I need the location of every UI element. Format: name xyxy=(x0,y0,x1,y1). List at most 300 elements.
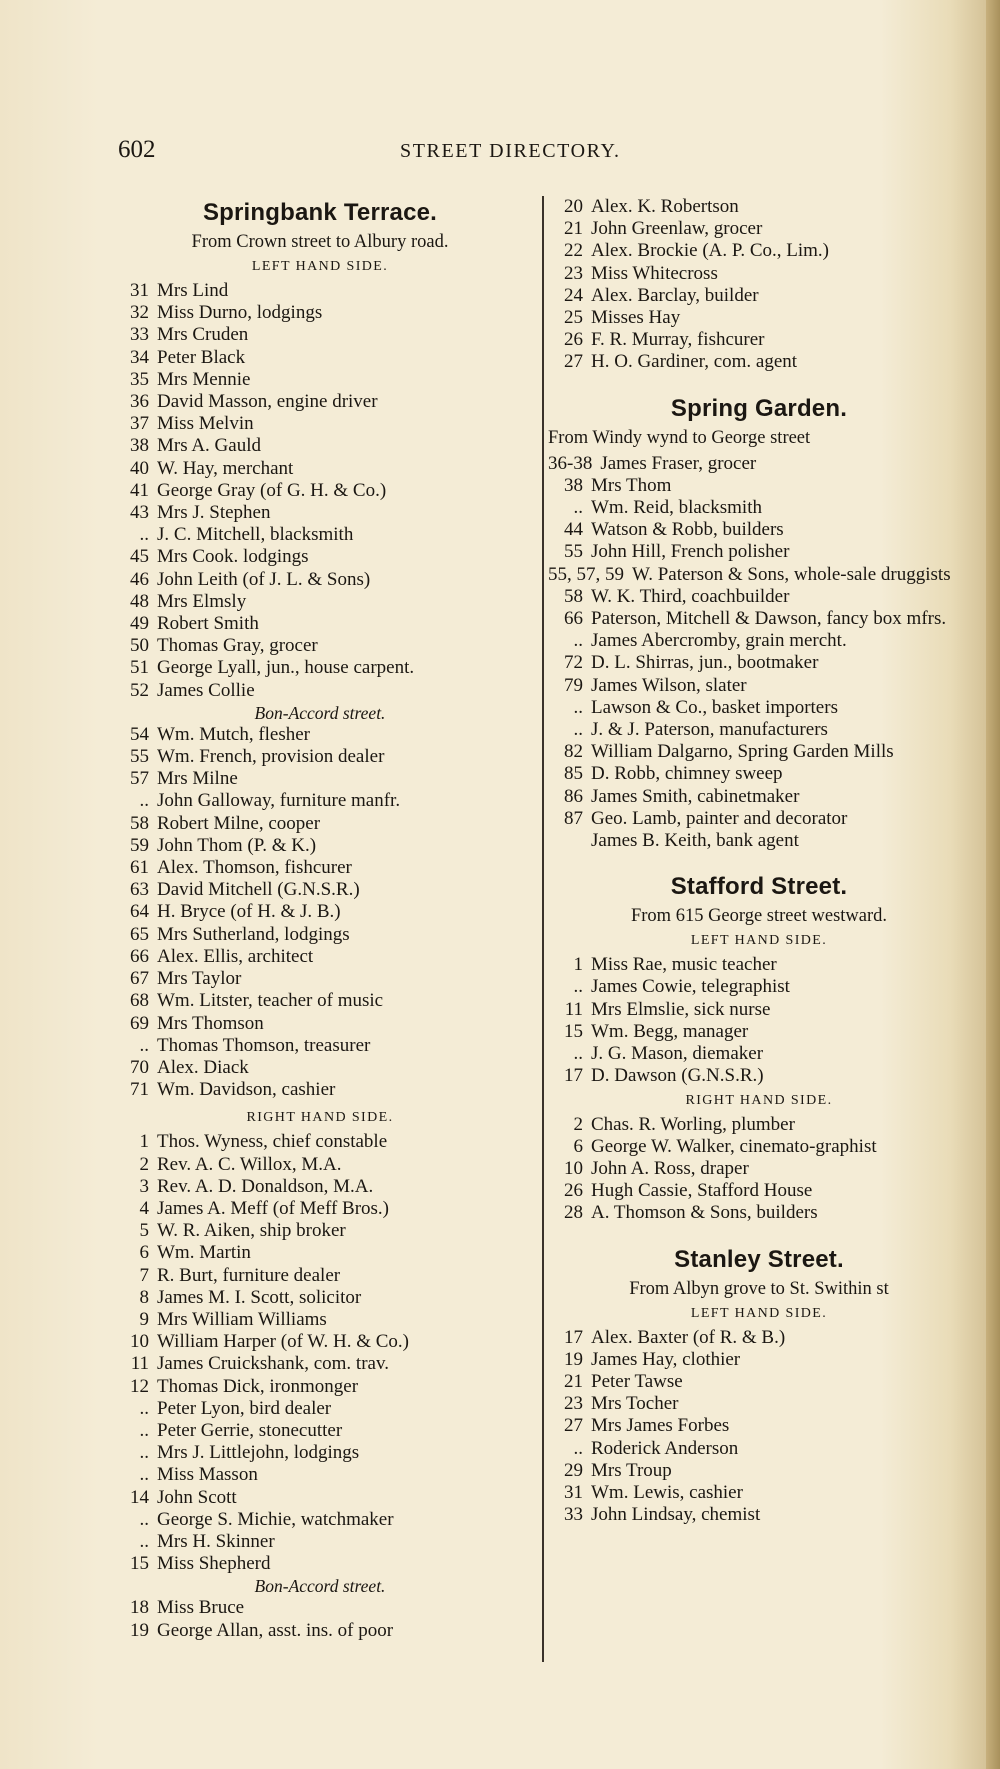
directory-entry xyxy=(114,1198,526,1220)
entry-list xyxy=(114,280,526,702)
house-number: 5 xyxy=(139,1220,149,1242)
running-title: STREET DIRECTORY. xyxy=(400,140,621,162)
directory-entry xyxy=(114,1331,526,1353)
occupant-name: Geo. Lamb, painter and decorator xyxy=(591,807,848,829)
directory-entry xyxy=(114,968,526,990)
directory-entry xyxy=(114,458,526,480)
house-number: 69 xyxy=(130,1012,149,1034)
house-number: 27 xyxy=(564,1415,583,1437)
house-number: 26 xyxy=(564,1180,583,1202)
directory-entry xyxy=(114,879,526,901)
house-number: 54 xyxy=(130,723,149,745)
occupant-name: John Hill, French polisher xyxy=(591,541,790,563)
cross-street: Bon-Accord street. xyxy=(254,702,386,723)
occupant-name: F. R. Murray, fishcurer xyxy=(591,329,765,351)
occupant-name: John Scott xyxy=(157,1486,237,1508)
occupant-name: Mrs Taylor xyxy=(157,968,242,990)
occupant-name: Mrs William Williams xyxy=(157,1308,327,1330)
directory-entry xyxy=(114,857,526,879)
occupant-name: Mrs Lind xyxy=(157,280,229,301)
house-number: .. xyxy=(573,1437,583,1459)
directory-entry xyxy=(114,1013,526,1035)
house-number: 10 xyxy=(130,1331,149,1353)
directory-entry xyxy=(114,1442,526,1464)
house-number: 85 xyxy=(564,763,583,785)
occupant-name: James Abercromby, grain mercht. xyxy=(591,630,847,652)
directory-entry xyxy=(548,1158,970,1180)
house-number: .. xyxy=(139,1508,149,1530)
house-number: .. xyxy=(573,696,583,718)
directory-entry xyxy=(548,1136,970,1158)
house-number: 29 xyxy=(564,1459,583,1481)
street-description: From Crown street to Albury road. xyxy=(191,232,449,252)
directory-entry xyxy=(114,391,526,413)
occupant-name: Mrs Milne xyxy=(157,768,238,790)
occupant-name: Mrs J. Littlejohn, lodgings xyxy=(157,1442,360,1464)
house-number: 31 xyxy=(130,280,149,301)
directory-entry xyxy=(114,324,526,346)
occupant-name: Roderick Anderson xyxy=(591,1437,739,1459)
directory-entry xyxy=(114,1464,526,1486)
house-number: 43 xyxy=(130,502,149,524)
house-number: 67 xyxy=(130,968,149,990)
house-number: .. xyxy=(573,976,583,998)
occupant-name: J. & J. Paterson, manufacturers xyxy=(591,719,828,741)
house-number: 49 xyxy=(130,613,149,635)
side-label: LEFT HAND SIDE. xyxy=(690,1305,828,1321)
occupant-name: George Gray (of G. H. & Co.) xyxy=(157,479,387,501)
house-number: 44 xyxy=(564,519,583,541)
directory-entry xyxy=(114,480,526,502)
page-edge xyxy=(986,0,1000,1769)
house-number: 17 xyxy=(564,1326,583,1348)
house-number: 82 xyxy=(564,741,583,763)
directory-entry xyxy=(548,999,970,1021)
occupant-name: J. G. Mason, diemaker xyxy=(591,1043,764,1065)
occupant-name: H. Bryce (of H. & J. B.) xyxy=(157,901,341,923)
occupant-name: James M. I. Scott, solicitor xyxy=(157,1286,362,1308)
occupant-name: Miss Shepherd xyxy=(157,1553,271,1575)
directory-entry xyxy=(114,569,526,591)
house-number: 31 xyxy=(564,1481,583,1503)
house-number: 11 xyxy=(130,1353,149,1375)
directory-entry xyxy=(114,502,526,524)
side-label: LEFT HAND SIDE. xyxy=(251,259,389,274)
page-header xyxy=(0,136,1000,170)
house-number: 55, 57, 59 xyxy=(548,563,624,585)
house-number: .. xyxy=(139,524,149,546)
street-title-spring-garden: Spring Garden. xyxy=(670,394,848,422)
directory-entry xyxy=(114,1353,526,1375)
house-number: 79 xyxy=(564,674,583,696)
directory-entry xyxy=(114,813,526,835)
house-number: 55 xyxy=(130,746,149,768)
entry-list xyxy=(548,196,970,374)
directory-entry xyxy=(548,954,970,976)
house-number: 46 xyxy=(130,568,149,590)
directory-entry xyxy=(114,413,526,435)
occupant-name: John Thom (P. & K.) xyxy=(157,834,317,856)
house-number: .. xyxy=(573,719,583,741)
house-number: 57 xyxy=(130,768,149,790)
occupant-name: James Smith, cabinetmaker xyxy=(591,785,800,807)
occupant-name: Robert Smith xyxy=(157,613,259,635)
directory-entry xyxy=(114,990,526,1012)
house-number: 37 xyxy=(130,413,149,435)
house-number: 58 xyxy=(564,585,583,607)
occupant-name: Mrs Tocher xyxy=(591,1393,679,1415)
directory-entry xyxy=(114,635,526,657)
directory-entry xyxy=(548,608,970,630)
occupant-name: Robert Milne, cooper xyxy=(157,812,321,834)
house-number: 23 xyxy=(564,262,583,284)
directory-entry xyxy=(548,675,970,697)
house-number: 50 xyxy=(130,635,149,657)
directory-entry xyxy=(548,1114,970,1136)
house-number: 9 xyxy=(139,1308,149,1330)
house-number: 20 xyxy=(564,196,583,217)
house-number: 19 xyxy=(564,1348,583,1370)
house-number: 34 xyxy=(130,346,149,368)
house-number: 17 xyxy=(564,1065,583,1087)
directory-entry xyxy=(548,808,970,830)
cross-street: Bon-Accord street. xyxy=(254,1576,386,1597)
side-label: RIGHT HAND SIDE. xyxy=(246,1110,394,1126)
occupant-name: Peter Lyon, bird dealer xyxy=(157,1397,332,1419)
directory-entry xyxy=(548,1021,970,1043)
directory-entry xyxy=(114,1420,526,1442)
directory-entry xyxy=(114,1309,526,1331)
occupant-name: Wm. Lewis, cashier xyxy=(591,1481,743,1503)
directory-entry xyxy=(114,1553,526,1575)
occupant-name: Wm. Davidson, cashier xyxy=(157,1079,336,1101)
directory-entry xyxy=(114,347,526,369)
directory-entry xyxy=(114,369,526,391)
occupant-name: Wm. Reid, blacksmith xyxy=(591,497,762,519)
house-number: .. xyxy=(139,1397,149,1419)
occupant-name: Mrs Cook. lodgings xyxy=(157,546,309,568)
occupant-name: Wm. Martin xyxy=(157,1242,251,1264)
house-number: 1 xyxy=(139,1131,149,1153)
occupant-name: Alex. Brockie (A. P. Co., Lim.) xyxy=(591,240,830,262)
directory-entry xyxy=(548,1504,970,1526)
street-title-stanley: Stanley Street. xyxy=(674,1245,844,1273)
directory-entry xyxy=(114,901,526,923)
house-number: .. xyxy=(573,497,583,519)
house-number: 52 xyxy=(130,679,149,701)
occupant-name: Alex. Diack xyxy=(157,1056,249,1078)
occupant-name: D. Dawson (G.N.S.R.) xyxy=(591,1065,764,1087)
house-number: 59 xyxy=(130,834,149,856)
occupant-name: Paterson, Mitchell & Dawson, fancy box mfrs. xyxy=(591,608,947,630)
directory-entry xyxy=(548,1202,970,1224)
house-number: 21 xyxy=(564,1370,583,1392)
house-number: 10 xyxy=(564,1157,583,1179)
house-number: 23 xyxy=(564,1393,583,1415)
occupant-name: Thos. Wyness, chief constable xyxy=(157,1131,388,1153)
occupant-name: Miss Melvin xyxy=(157,413,254,435)
directory-entry xyxy=(114,835,526,857)
house-number: 58 xyxy=(130,812,149,834)
directory-entry xyxy=(548,1371,970,1393)
occupant-name: D. L. Shirras, jun., bootmaker xyxy=(591,652,819,674)
house-number: 1 xyxy=(573,954,583,976)
house-number: 35 xyxy=(130,368,149,390)
house-number: 66 xyxy=(564,608,583,630)
house-number: 48 xyxy=(130,590,149,612)
house-number: .. xyxy=(139,1464,149,1486)
occupant-name: Mrs Elmsly xyxy=(157,590,247,612)
occupant-name: J. C. Mitchell, blacksmith xyxy=(157,524,354,546)
occupant-name: Alex. Thomson, fishcurer xyxy=(157,857,352,879)
occupant-name: Thomas Dick, ironmonger xyxy=(157,1375,359,1397)
directory-entry xyxy=(114,1597,526,1619)
house-number: 19 xyxy=(130,1619,149,1641)
directory-entry xyxy=(548,697,970,719)
directory-entry xyxy=(548,519,970,541)
occupant-name: Mrs Thom xyxy=(591,474,672,496)
directory-entry xyxy=(114,1242,526,1264)
directory-entry xyxy=(548,285,970,307)
directory-entry xyxy=(114,680,526,702)
directory-entry xyxy=(114,524,526,546)
occupant-name: Misses Hay xyxy=(591,307,681,329)
directory-entry xyxy=(548,1349,970,1371)
directory-entry xyxy=(548,351,970,373)
occupant-name: Mrs Cruden xyxy=(157,324,249,346)
house-number: .. xyxy=(573,1043,583,1065)
directory-entry xyxy=(548,240,970,262)
directory-entry xyxy=(548,497,970,519)
street-title-stafford: Stafford Street. xyxy=(670,873,848,901)
occupant-name: James Collie xyxy=(157,679,255,701)
occupant-name: Peter Tawse xyxy=(591,1370,683,1392)
occupant-name: Miss Whitecross xyxy=(591,262,718,284)
directory-entry xyxy=(114,724,526,746)
occupant-name: George S. Michie, watchmaker xyxy=(157,1508,394,1530)
occupant-name: Miss Bruce xyxy=(157,1597,245,1619)
house-number: 24 xyxy=(564,284,583,306)
occupant-name: Mrs J. Stephen xyxy=(157,502,271,524)
directory-entry xyxy=(548,1393,970,1415)
directory-entry xyxy=(114,946,526,968)
occupant-name: Mrs Elmslie, sick nurse xyxy=(591,998,771,1020)
directory-entry xyxy=(548,786,970,808)
house-number: 4 xyxy=(139,1197,149,1219)
occupant-name: Alex. K. Robertson xyxy=(591,196,739,217)
occupant-name: George W. Walker, cinemato-graphist xyxy=(591,1135,877,1157)
directory-entry xyxy=(114,1265,526,1287)
street-title-springbank: Springbank Terrace. xyxy=(202,199,438,226)
house-number: 51 xyxy=(130,657,149,679)
house-number: 38 xyxy=(564,474,583,496)
occupant-name: Rev. A. C. Willox, M.A. xyxy=(157,1153,342,1175)
occupant-name: Alex. Barclay, builder xyxy=(591,284,759,306)
house-number: 61 xyxy=(130,857,149,879)
occupant-name: George Allan, asst. ins. of poor xyxy=(157,1619,394,1641)
directory-entry xyxy=(114,657,526,679)
occupant-name: Peter Black xyxy=(157,346,246,368)
house-number: 71 xyxy=(130,1079,149,1101)
directory-entry xyxy=(548,652,970,674)
occupant-name: James B. Keith, bank agent xyxy=(591,830,799,852)
side-label: LEFT HAND SIDE. xyxy=(690,933,828,949)
directory-entry xyxy=(548,329,970,351)
house-number: 33 xyxy=(130,324,149,346)
house-number: 40 xyxy=(130,457,149,479)
directory-entry xyxy=(548,1043,970,1065)
house-number: 72 xyxy=(564,652,583,674)
occupant-name: Chas. R. Worling, plumber xyxy=(591,1113,795,1135)
directory-entry xyxy=(114,746,526,768)
directory-entry xyxy=(548,741,970,763)
occupant-name: W. Hay, merchant xyxy=(157,457,294,479)
page-number: 602 xyxy=(118,136,156,163)
house-number: 11 xyxy=(564,998,583,1020)
occupant-name: Wm. Mutch, flesher xyxy=(157,723,311,745)
directory-entry xyxy=(548,1460,970,1482)
occupant-name: H. O. Gardiner, com. agent xyxy=(591,351,798,373)
house-number: 6 xyxy=(573,1135,583,1157)
street-description: From 615 George street westward. xyxy=(630,906,888,927)
occupant-name: Thomas Gray, grocer xyxy=(157,635,318,657)
directory-entry xyxy=(114,768,526,790)
occupant-name: James Hay, clothier xyxy=(591,1348,741,1370)
directory-entry xyxy=(114,1398,526,1420)
occupant-name: James Cowie, telegraphist xyxy=(591,976,790,998)
directory-entry xyxy=(548,307,970,329)
directory-entry xyxy=(548,1065,970,1087)
directory-entry xyxy=(114,1487,526,1509)
entry-list xyxy=(548,1114,970,1225)
house-number: 65 xyxy=(130,923,149,945)
occupant-name: Peter Gerrie, stonecutter xyxy=(157,1419,343,1441)
house-number: 7 xyxy=(139,1264,149,1286)
occupant-name: Lawson & Co., basket importers xyxy=(591,696,838,718)
house-number xyxy=(548,830,591,852)
house-number: .. xyxy=(139,1442,149,1464)
house-number: 55 xyxy=(564,541,583,563)
occupant-name: W. Paterson & Sons, whole-sale druggists xyxy=(632,563,951,585)
street-description: From Windy wynd to George street xyxy=(548,427,811,448)
house-number: 12 xyxy=(130,1375,149,1397)
occupant-name: Mrs Troup xyxy=(591,1459,672,1481)
directory-entry xyxy=(548,263,970,285)
directory-entry xyxy=(114,280,526,302)
directory-entry xyxy=(114,1176,526,1198)
occupant-name: William Harper (of W. H. & Co.) xyxy=(157,1331,409,1353)
occupant-name: Watson & Robb, builders xyxy=(591,519,784,541)
directory-entry xyxy=(548,719,970,741)
directory-entry xyxy=(548,564,970,586)
occupant-name: James A. Meff (of Meff Bros.) xyxy=(157,1197,390,1219)
occupant-name: David Mitchell (G.N.S.R.) xyxy=(157,879,360,901)
occupant-name: Wm. French, provision dealer xyxy=(157,746,385,768)
directory-entry xyxy=(548,1482,970,1504)
house-number: 21 xyxy=(564,218,583,240)
occupant-name: John Greenlaw, grocer xyxy=(591,218,763,240)
house-number: .. xyxy=(139,790,149,812)
directory-entry xyxy=(114,1057,526,1079)
occupant-name: W. R. Aiken, ship broker xyxy=(157,1220,346,1242)
house-number: 15 xyxy=(130,1553,149,1575)
occupant-name: D. Robb, chimney sweep xyxy=(591,763,783,785)
occupant-name: George Lyall, jun., house carpent. xyxy=(157,657,415,679)
right-column xyxy=(548,196,970,1526)
directory-entry xyxy=(114,1531,526,1553)
occupant-name: Thomas Thomson, treasurer xyxy=(157,1034,371,1056)
house-number: 8 xyxy=(139,1286,149,1308)
house-number: .. xyxy=(139,1034,149,1056)
directory-entry xyxy=(114,302,526,324)
house-number: 2 xyxy=(573,1113,583,1135)
directory-entry xyxy=(548,453,970,475)
directory-entry xyxy=(548,1327,970,1349)
occupant-name: Alex. Baxter (of R. & B.) xyxy=(591,1326,786,1348)
occupant-name: Alex. Ellis, architect xyxy=(157,945,314,967)
occupant-name: Hugh Cassie, Stafford House xyxy=(591,1180,813,1202)
house-number: 2 xyxy=(139,1153,149,1175)
house-number: 28 xyxy=(564,1202,583,1224)
occupant-name: W. K. Third, coachbuilder xyxy=(591,585,790,607)
occupant-name: David Masson, engine driver xyxy=(157,391,378,413)
directory-entry xyxy=(114,924,526,946)
directory-entry xyxy=(548,541,970,563)
directory-entry xyxy=(114,1154,526,1176)
house-number: 14 xyxy=(130,1486,149,1508)
occupant-name: John Leith (of J. L. & Sons) xyxy=(157,568,371,590)
house-number: 38 xyxy=(130,435,149,457)
occupant-name: William Dalgarno, Spring Garden Mills xyxy=(591,741,894,763)
directory-entry xyxy=(548,1438,970,1460)
house-number: 26 xyxy=(564,329,583,351)
occupant-name: Mrs James Forbes xyxy=(591,1415,730,1437)
column-divider xyxy=(542,196,544,1662)
directory-entry xyxy=(114,613,526,635)
house-number: 22 xyxy=(564,240,583,262)
house-number: 36 xyxy=(130,391,149,413)
house-number: .. xyxy=(139,1419,149,1441)
directory-entry xyxy=(114,1131,526,1153)
occupant-name: John Lindsay, chemist xyxy=(591,1504,761,1526)
house-number: 66 xyxy=(130,945,149,967)
occupant-name: Mrs Mennie xyxy=(157,368,251,390)
house-number: 27 xyxy=(564,351,583,373)
directory-entry xyxy=(548,630,970,652)
occupant-name: John A. Ross, draper xyxy=(591,1157,749,1179)
directory-entry xyxy=(114,790,526,812)
directory-entry xyxy=(548,763,970,785)
directory-entry xyxy=(548,218,970,240)
directory-entry xyxy=(548,830,970,852)
directory-entry xyxy=(114,1287,526,1309)
house-number: 25 xyxy=(564,307,583,329)
directory-entry xyxy=(114,1620,526,1642)
side-label: RIGHT HAND SIDE. xyxy=(685,1092,833,1108)
house-number: 41 xyxy=(130,479,149,501)
house-number: 63 xyxy=(130,879,149,901)
occupant-name: Wm. Litster, teacher of music xyxy=(157,990,384,1012)
directory-entry xyxy=(548,976,970,998)
entry-list xyxy=(114,1597,526,1641)
occupant-name: R. Burt, furniture dealer xyxy=(157,1264,341,1286)
occupant-name: Mrs A. Gauld xyxy=(157,435,261,457)
entry-list xyxy=(548,1327,970,1527)
entry-list xyxy=(114,724,526,1101)
directory-entry xyxy=(114,1079,526,1101)
house-number: 15 xyxy=(564,1020,583,1042)
house-number: 18 xyxy=(130,1597,149,1619)
